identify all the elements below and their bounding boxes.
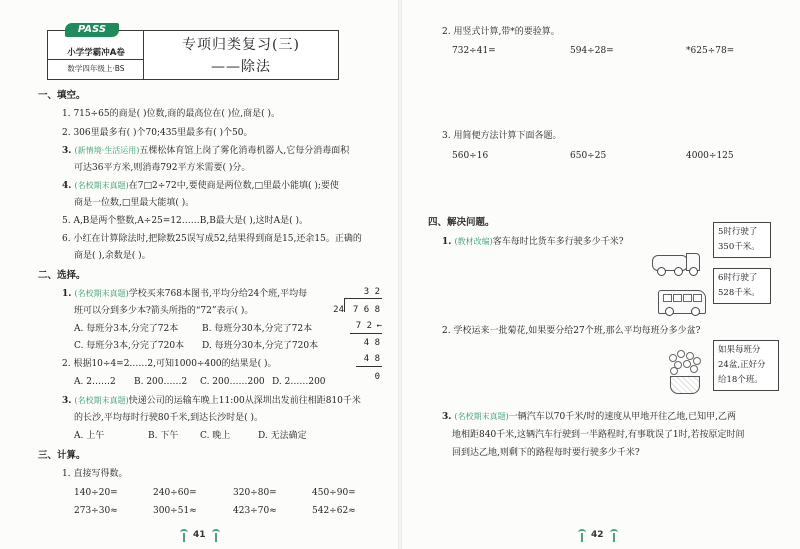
section-heading-choice: 二、选择。 [38, 270, 86, 281]
ld-step1: 7 2 [355, 321, 372, 331]
q2-2-option-b: B. 200……2 [134, 377, 188, 387]
header-divider [143, 31, 144, 79]
q2-2-option-c: C. 200……200 [200, 377, 265, 387]
bus-callout-line: 6时行驶了 [718, 273, 758, 283]
vertical-calc-item: 594÷28= [570, 46, 614, 56]
q1-1: 1. 715÷65的商是( )位数,商的最高位在( )位,商是( )。 [62, 109, 280, 119]
q2-3-line1: 3. (名校期末真题)快递公司的运输车晚上11:00从深圳出发前往相距810千米 [62, 396, 361, 406]
q2-2-option-a: A. 2……2 [74, 377, 116, 387]
q2-1-option-c: C. 每班分3本,分完了720本 [74, 341, 185, 351]
q2-2: 2. 根据10÷4=2……2,可知1000÷400的结果是( )。 [62, 359, 277, 369]
q4-1-tag: (教材改编) [454, 237, 493, 246]
ld-bracket-side [344, 298, 345, 312]
page-number-left: 41 [193, 530, 206, 540]
q2-3-text: 快递公司的运输车晚上11:00从深圳出发前往相距810千米 [128, 396, 361, 406]
q2-1-line2: 班可以分到多少本?箭头所指的“72”表示( )。 [74, 306, 254, 316]
ld-quotient: 3 2 [363, 287, 380, 297]
q2-1-option-d: D. 每班分30本,分完了720本 [202, 341, 319, 351]
q4-1: 1. (教材改编)客车每时比货车多行驶多少千米? [442, 237, 624, 247]
bus-callout-line: 528千米。 [718, 288, 760, 298]
ld-bracket-top [344, 298, 382, 299]
q2-3-tag: (名校期末真题) [74, 396, 129, 405]
q1-6-line2: 商是( ),余数是( )。 [74, 251, 151, 261]
pass-logo: PASS [65, 23, 119, 37]
q2-3-option-c: C. 晚上 [200, 431, 231, 441]
oral-item: 423÷70≈ [233, 506, 277, 516]
simple-calc-item: 4000÷125 [686, 151, 734, 161]
q2-1-option-b: B. 每班分30本,分完了72本 [202, 324, 313, 334]
ld-step3: 4 8 [363, 354, 380, 364]
bus-callout [713, 268, 771, 304]
page-title: 专项归类复习(三) [182, 37, 300, 53]
section-heading-calc: 三、计算。 [38, 450, 86, 461]
palm-icon [180, 529, 188, 542]
q4-1-text: 客车每时比货车多行驶多少千米? [492, 237, 624, 247]
vertical-calc-item: *625÷78= [686, 46, 735, 56]
q1-4-line2: 商是一位数,□里最大能填( )。 [74, 198, 195, 208]
simple-calc-item: 560÷16 [452, 151, 489, 161]
flower-callout [713, 340, 779, 391]
bus-icon [658, 290, 706, 314]
section-heading-problems: 四、解决问题。 [428, 217, 495, 228]
q3-3: 3. 用简便方法计算下面各题。 [442, 131, 562, 141]
vertical-calc-item: 732÷41= [452, 46, 496, 56]
palm-icon [610, 529, 618, 542]
flower-callout-line: 给18个班。 [718, 375, 763, 385]
ld-remainder: 0 [374, 372, 380, 382]
q4-2: 2. 学校运来一批菊花,如果要分给27个班,那么平均每班分多少盆? [442, 326, 701, 336]
q4-3-tag: (名校期末真题) [454, 412, 509, 421]
q4-3-text: 一辆汽车以70千米/时的速度从甲地开往乙地,已知甲,乙两 [508, 412, 736, 422]
q1-6-line1: 6. 小红在计算除法时,把除数25误写成52,结果得到商是15,还余15。正确的 [62, 234, 362, 244]
q1-5: 5. A,B是两个整数,A÷25=12……B,B最大是( ),这时A是( )。 [62, 216, 308, 226]
oral-item: 140÷20= [74, 488, 118, 498]
ld-rule2 [356, 366, 382, 367]
right-page [400, 0, 800, 549]
chrysanthemum-basket-icon [665, 348, 705, 394]
q2-2-option-d: D. 2……200 [272, 377, 326, 387]
q2-3-option-b: B. 下午 [148, 431, 179, 441]
q1-3-line1: 3. (新情境·生活运用)五棵松体育馆上岗了雾化消毒机器人,它每分消毒面积 [62, 146, 350, 156]
palm-icon [212, 529, 220, 542]
page-subtitle: ——除法 [211, 59, 271, 75]
truck-callout-line: 350千米。 [718, 242, 760, 252]
book-title: 小学学霸冲A卷 [67, 48, 125, 58]
q2-1-tag: (名校期末真题) [74, 289, 129, 298]
q4-3-line2: 地相距840千米,这辆汽车行驶到一半路程时,有事耽误了1时,若按原定时间 [452, 430, 745, 440]
edition-label: 数学四年级上·BS [67, 64, 125, 73]
header-box [47, 30, 339, 80]
oral-item: 273÷30≈ [74, 506, 118, 516]
q2-1-option-a: A. 每班分3本,分完了72本 [74, 324, 179, 334]
section-heading-fill: 一、填空。 [38, 90, 86, 101]
q1-2: 2. 306里最多有( )个70;435里最多有( )个50。 [62, 128, 253, 138]
truck-callout-line: 5时行驶了 [718, 227, 758, 237]
q1-3-line2: 可达36平方米,则消毒792平方米需要( )分。 [74, 163, 251, 173]
ld-dividend: 7 6 8 [352, 305, 380, 315]
flower-callout-line: 24盆,正好分 [718, 360, 766, 370]
header-rule [48, 59, 143, 60]
q1-4-text: 在7□2÷72中,要使商是两位数,□里最小能填( );要使 [128, 181, 339, 191]
q2-3-option-a: A. 上午 [74, 431, 105, 441]
flower-callout-line: 如果每班分 [718, 345, 761, 355]
oral-item: 300÷51≈ [153, 506, 197, 516]
ld-rule1 [350, 333, 382, 334]
q1-3-tag: (新情境·生活运用) [74, 146, 140, 155]
q2-3-option-d: D. 无法确定 [258, 431, 307, 441]
q2-3-line2: 的长沙,平均每时行驶80千米,到达长沙时是( )。 [74, 413, 264, 423]
palm-icon [578, 529, 586, 542]
q2-1-line1: 1. (名校期末真题)学校买来768本图书,平均分给24个班,平均每 [62, 289, 308, 299]
q3-2: 2. 用竖式计算,带*的要验算。 [442, 27, 560, 37]
ld-arrow-icon: ← [376, 321, 382, 331]
oral-item: 320÷80= [233, 488, 277, 498]
oral-item: 542÷62≈ [312, 506, 356, 516]
oral-item: 240÷60= [153, 488, 197, 498]
q1-4-line1: 4. (名校期末真题)在7□2÷72中,要使商是两位数,□里最小能填( );要使 [62, 181, 339, 191]
q4-3-line1: 3. (名校期末真题)一辆汽车以70千米/时的速度从甲地开往乙地,已知甲,乙两 [442, 412, 736, 422]
truck-callout [713, 222, 771, 258]
q3-1: 1. 直接写得数。 [62, 469, 128, 479]
q1-3-text: 五棵松体育馆上岗了雾化消毒机器人,它每分消毒面积 [139, 146, 350, 156]
ld-step2: 4 8 [363, 338, 380, 348]
q1-4-tag: (名校期末真题) [74, 181, 129, 190]
simple-calc-item: 650÷25 [570, 151, 607, 161]
ld-divisor: 24 [333, 305, 344, 315]
oral-item: 450÷90= [312, 488, 356, 498]
q2-1-text: 学校买来768本图书,平均分给24个班,平均每 [128, 289, 308, 299]
page-number-right: 42 [591, 530, 604, 540]
tanker-truck-icon [652, 251, 702, 275]
q4-3-line3: 回到达乙地,则剩下的路程每时要行驶多少千米? [452, 448, 640, 458]
